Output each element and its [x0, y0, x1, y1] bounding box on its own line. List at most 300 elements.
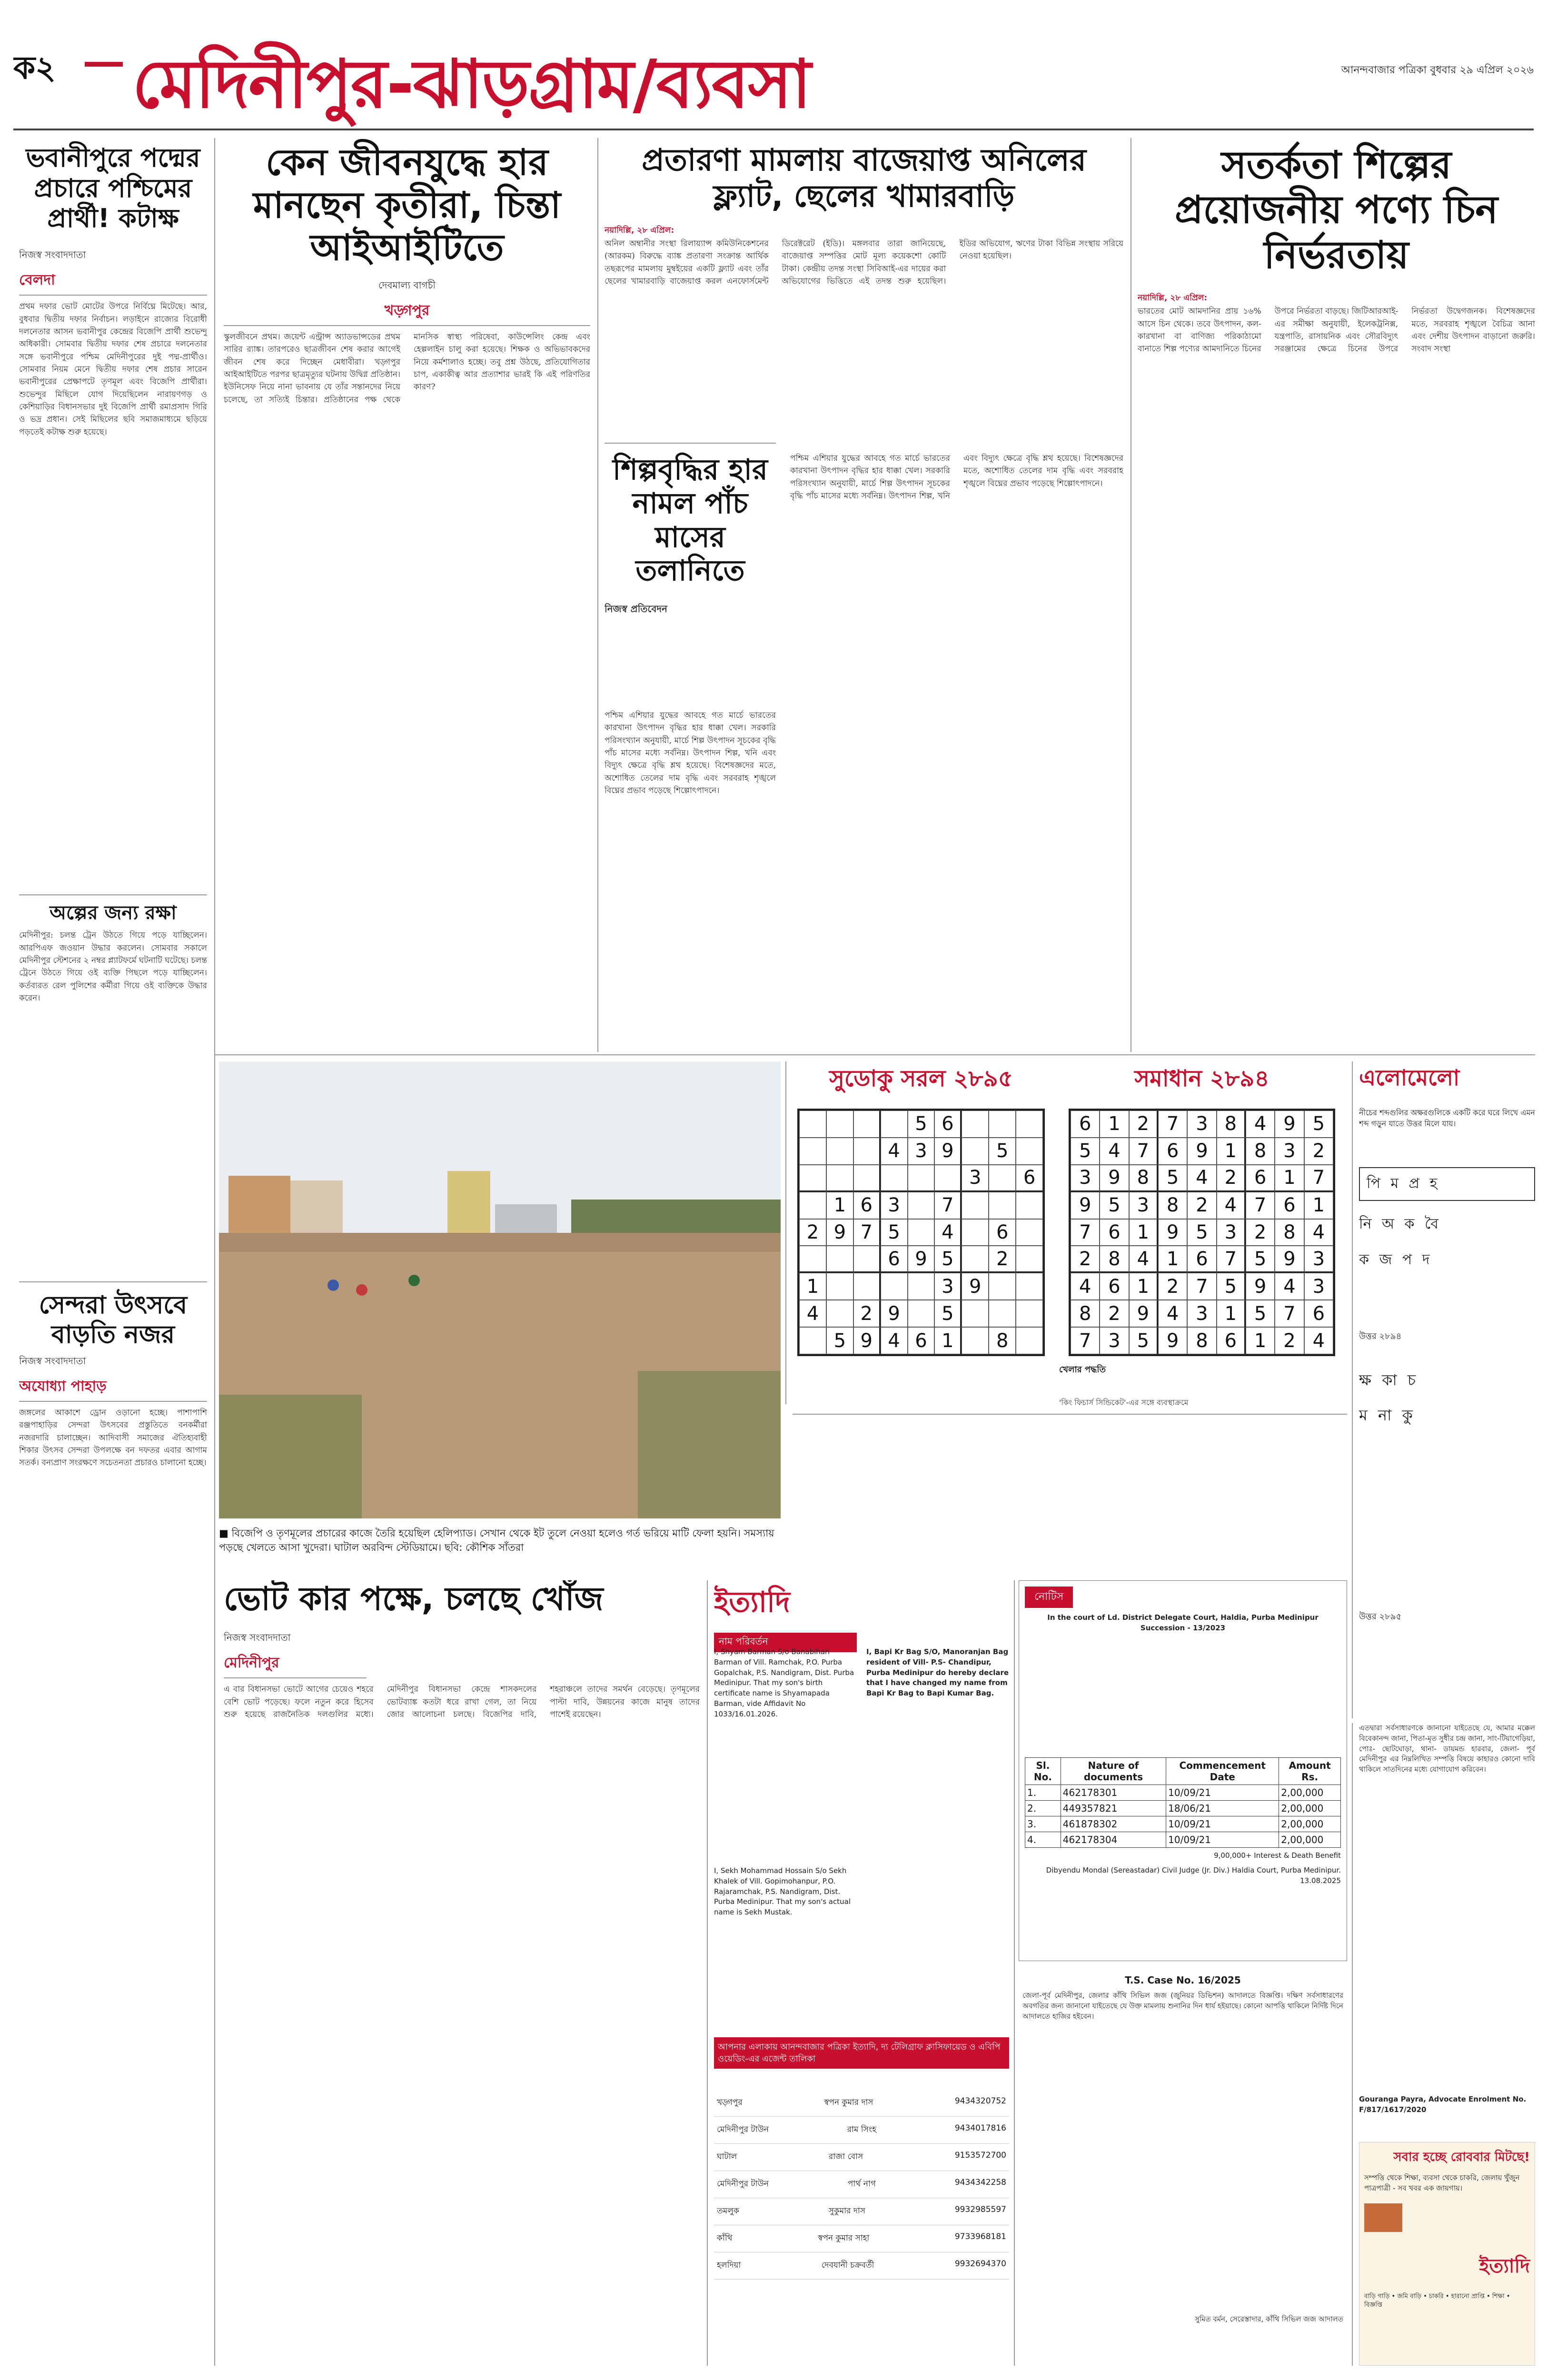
solution-cell: 1	[1304, 1192, 1333, 1219]
photo-caption: ■ বিজেপি ও তৃণমূলের প্রচারের কাজে তৈরি হয়েছিল হেলিপ্যাড। সেখান থেকে ইট তুলে নেওয়া হলেও গর্ত ভরিয়ে মাটি ফেলা হয়নি। সমস্যায় পড়ছে খেলতে আসা খুদেরা। ঘাটাল অরবিন্দ স্টেডিয়ামে। ছবি: কৌশিক সাঁতরা	[219, 1527, 774, 1554]
notice-text: জেলা-পূর্ব মেদিনীপুর, জেলার কাঁথি সিভিল জজ (জুনিয়র ডিভিশন) আদালতে বিজ্ঞপ্তি। দক্ষিণ সর্বসাধারণের অবগতির জন্য জানানো যাইতেছে যে উক্ত মামলায় শুনানির দিন ধার্য হইয়াছে। কোনো আপত্তি থাকিলে নির্দিষ্ট দিনে আদালতে হাজির হইবেন।	[1022, 1991, 1343, 2021]
solution-cell: 3	[1071, 1165, 1100, 1192]
sudoku-cell	[826, 1165, 853, 1192]
stadium-photo	[219, 1061, 781, 1518]
dateline-place: নয়াদিল্লি, ২৮ এপ্রিল:	[1138, 293, 1208, 303]
ittadi-logo: ইত্যাদি	[714, 1586, 790, 1619]
sudoku-cell: 3	[908, 1138, 935, 1165]
solution-cell: 3	[1304, 1246, 1333, 1273]
sudoku-cell	[962, 1219, 989, 1246]
sudoku-cell: 9	[881, 1300, 908, 1327]
case-number: Succession - 13/2023	[1140, 1623, 1226, 1632]
word-box: পি ম প্র হ	[1359, 1167, 1535, 1201]
solution-cell: 2	[1129, 1111, 1158, 1138]
table-cell: 3.	[1025, 1816, 1061, 1832]
table-cell: 461878302	[1061, 1816, 1166, 1832]
solution-cell: 7	[1071, 1327, 1100, 1354]
solution-cell: 8	[1217, 1111, 1246, 1138]
sudoku-cell	[962, 1246, 989, 1273]
notice-succession	[1019, 1580, 1347, 1961]
advocate-notice	[1359, 1723, 1535, 2132]
solution-cell: 3	[1304, 1273, 1333, 1300]
ad-body: সম্পত্তি থেকে শিক্ষা, ব্যবসা থেকে চাকরি, জেলায় খুঁজুন পাত্রপাত্রী - সব খবর এক জায়গায়।	[1364, 2173, 1520, 2192]
sudoku-cell: 5	[826, 1327, 853, 1354]
article-body-3: জঙ্গলের আকাশে ড্রোন ওড়ানো হচ্ছে। পাশাপাশি রঞ্জপাহাড়ির সেন্দরা উৎসবের প্রস্তুতিতে বনকর্মীরা নজরদারি চালাচ্ছেন। আদিবাসী সমাজের ঐতিহ্যবাহী শিকার উৎসব সেন্দরা উপলক্ষে বন দফতর এবার আগাম সতর্ক। বন্যপ্রাণ সংরক্ষণে সচেতনতা প্রচারও চালানো হচ্ছে।	[19, 1408, 207, 1468]
byline: দেবমাল্য বাগচী	[378, 279, 436, 291]
signatory: সুমিত বর্মন, সেরেস্তাদার, কাঁথি সিভিল জজ আদালত	[1194, 2315, 1343, 2323]
solution-cell: 2	[1100, 1300, 1129, 1327]
solution-cell: 3	[1129, 1192, 1158, 1219]
sudoku-cell	[962, 1327, 989, 1354]
article-body: অনিল অম্বানীর সংস্থা রিলায়্যান্স কমিউনিকেশনের (আরকম) বিরুদ্ধে ব্যাঙ্ক প্রতারণা সংক্রান্ত আর্থিক তছরূপের মামলায় মুম্বইয়ের একটি ফ্ল্যাট এবং তাঁর ছেলের খামারবাড়ি বাজেয়াপ্ত করল এনফোর্সমেন্ট ডিরেক্টরেট (ইডি)। মঙ্গলবার তারা জানিয়েছে, বাজেয়াপ্ত সম্পত্তির মোট মূল্য কয়েকশো কোটি টাকা। কেন্দ্রীয় তদন্ত সংস্থা সিবিআই-এর দায়ের করা অভিযোগের ভিত্তিতে এই তদন্ত শুরু হয়েছিল। ইডির অভিযোগ, ঋণের টাকা বিভিন্ন সংস্থায় সরিয়ে নেওয়া হয়েছিল।	[605, 239, 1123, 287]
column-divider	[1014, 1580, 1015, 2366]
solution-cell: 9	[1158, 1327, 1187, 1354]
solution-cell: 8	[1100, 1246, 1129, 1273]
table-row	[1025, 1832, 1341, 1847]
solution-cell: 2	[1217, 1165, 1246, 1192]
sudoku-cell: 5	[934, 1300, 962, 1327]
word-box: ম না কু	[1359, 1406, 1416, 1425]
page-number: ক২	[13, 50, 56, 86]
solution-cell: 4	[1158, 1300, 1187, 1327]
article-body-2: পশ্চিম এশিয়ার যুদ্ধের আবহে গত মার্চে ভারতের কারখানা উৎপাদন বৃদ্ধির হার ধাক্কা খেল। সরকারি পরিসংখ্যান অনুযায়ী, মার্চে শিল্প উৎপাদন সূচকের বৃদ্ধি পাঁচ মাসের মধ্যে সর্বনিম্ন। উৎপাদন শিল্প, খনি এবং বিদ্যুৎ ক্ষেত্রে বৃদ্ধি শ্লথ হয়েছে। বিশেষজ্ঞদের মতে, অশোধিত তেলের দাম বৃদ্ধি এবং সরবরাহ শৃঙ্খলে বিঘ্নের প্রভাব পড়েছে শিল্পোৎপাদনে।	[790, 454, 1123, 501]
sudoku-cell: 2	[989, 1246, 1016, 1273]
solution-cell: 1	[1217, 1300, 1246, 1327]
solution-grid	[1069, 1109, 1335, 1356]
agent-row	[714, 2225, 1009, 2252]
sudoku-cell	[1016, 1138, 1043, 1165]
child-figure	[327, 1279, 339, 1291]
solution-cell: 7	[1246, 1192, 1275, 1219]
article-body: স্কুলজীবনে প্রথম। জয়েন্ট এন্ট্রান্স অ্যাডভান্সডের প্রথম সারির র‍্যাঙ্ক। তারপরেও ছাত্রজীবন শেষ করার আগেই জীবন শেষ করে দিচ্ছেন মেধাবীরা। খড়্গপুর আইআইটিতে পরপর ছাত্রমৃত্যুর ঘটনায় উদ্বিগ্ন প্রতিষ্ঠান। ইউনিসেফ নিয়ে নানা ভাবনায় যে তাঁর সন্তানদের নিয়ে চলেছে, তা সত্যিই চিন্তার। প্রতিষ্ঠানের পক্ষ থেকে মানসিক স্বাস্থ্য পরিষেবা, কাউন্সেলিং কেন্দ্র এবং হেল্পলাইন চালু করা হয়েছে। শিক্ষক ও অভিভাবকদের নিয়ে কর্মশালাও হচ্ছে। তবু প্রশ্ন উঠছে, প্রতিযোগিতার চাপ, একাকীত্ব আর প্রত্যাশার ভারই কি এই পরিণতির কারণ?	[224, 332, 590, 405]
agent-town: ঘাটাল	[717, 2152, 737, 2162]
ad-title: সবার হচ্ছে রোববার মিটছে!	[1393, 2150, 1530, 2164]
agent-row	[714, 2144, 1009, 2171]
answer-label: উত্তর ২৮৯৫	[1359, 1612, 1402, 1622]
case-number: T.S. Case No. 16/2025	[1125, 1974, 1241, 1986]
agents-list	[714, 2090, 1009, 2280]
byline-2: নিজস্ব প্রতিবেদন	[605, 603, 667, 615]
sudoku-cell	[799, 1246, 826, 1273]
sudoku-cell	[1016, 1111, 1043, 1138]
agent-town: তমলুক	[717, 2206, 739, 2216]
solution-cell: 3	[1187, 1111, 1216, 1138]
solution-cell: 7	[1275, 1300, 1304, 1327]
solution-cell: 4	[1217, 1192, 1246, 1219]
solution-cell: 8	[1275, 1219, 1304, 1246]
agent-row	[714, 2252, 1009, 2280]
solution-cell: 6	[1187, 1246, 1216, 1273]
sudoku-cell	[962, 1138, 989, 1165]
solution-cell: 8	[1187, 1327, 1216, 1354]
sudoku-cell: 6	[853, 1192, 881, 1219]
sudoku-cell	[989, 1111, 1016, 1138]
sudoku-cell: 5	[908, 1111, 935, 1138]
table-cell: 449357821	[1061, 1800, 1166, 1816]
solution-cell: 9	[1129, 1300, 1158, 1327]
sudoku-cell	[799, 1138, 826, 1165]
sudoku-cell: 6	[989, 1219, 1016, 1246]
word-box: ক জ প দ	[1359, 1251, 1433, 1269]
solution-cell: 2	[1246, 1219, 1275, 1246]
sudoku-block	[793, 1061, 1050, 1414]
sudoku-cell: 3	[962, 1165, 989, 1192]
sudoku-cell	[826, 1300, 853, 1327]
solution-cell: 4	[1071, 1273, 1100, 1300]
solution-cell: 5	[1100, 1192, 1129, 1219]
sudoku-cell	[962, 1192, 989, 1219]
solution-cell: 5	[1158, 1165, 1187, 1192]
table-cell: 2,00,000	[1279, 1800, 1341, 1816]
table-cell: 2.	[1025, 1800, 1061, 1816]
solution-cell: 7	[1217, 1246, 1246, 1273]
solution-cell: 6	[1158, 1138, 1187, 1165]
sudoku-cell: 3	[934, 1273, 962, 1300]
sudoku-cell	[989, 1165, 1016, 1192]
building-yellow	[447, 1171, 490, 1238]
sudoku-cell	[853, 1138, 881, 1165]
solution-title: সমাধান ২৮৯৪	[1134, 1065, 1269, 1092]
ittadi-block	[714, 1580, 1009, 2366]
solution-cell: 8	[1071, 1300, 1100, 1327]
solution-cell: 5	[1246, 1246, 1275, 1273]
solution-cell: 6	[1217, 1327, 1246, 1354]
agent-row	[714, 2090, 1009, 2117]
headline-iit: কেন জীবনযুদ্ধে হার মানছেন কৃতীরা, চিন্তা আইআইটিতে	[253, 141, 561, 269]
table-row	[1025, 1816, 1341, 1832]
solution-cell: 9	[1071, 1192, 1100, 1219]
agent-phone: 9434320752	[954, 2096, 1006, 2106]
solution-cell: 9	[1275, 1111, 1304, 1138]
sudoku-cell	[826, 1273, 853, 1300]
table-cell: 2,00,000	[1279, 1785, 1341, 1800]
solution-cell: 2	[1071, 1246, 1100, 1273]
headline-narrow-escape: অল্পের জন্য রক্ষা	[19, 894, 207, 924]
article-body-2: মেদিনীপুর: চলন্ত ট্রেন উঠতে গিয়ে পড়ে যাচ্ছিলেন। আরপিএফ জওয়ান উদ্ধার করলেন। সোমবার সকালে মেদিনীপুর স্টেশনের ২ নম্বর প্ল্যাটফর্মে ঘটনাটি ঘটেছে। চলন্ত ট্রেনে উঠতে গিয়ে ওই ব্যক্তি পিছলে পড়ে যাচ্ছিলেন। কর্তব্যরত রেল পুলিশের কর্মীরা গিয়ে ওই ব্যক্তিকে উদ্ধার করেন।	[19, 931, 207, 1003]
solution-block	[1059, 1061, 1345, 1414]
agent-phone: 9932985597	[954, 2205, 1006, 2214]
solution-cell: 7	[1158, 1111, 1187, 1138]
table-header: Sl. No.	[1025, 1757, 1061, 1785]
table-cell: 2,00,000	[1279, 1816, 1341, 1832]
grass-patch-right	[638, 1371, 781, 1518]
sudoku-cell	[853, 1111, 881, 1138]
article-body: ভারতের মোট আমদানির প্রায় ১৬% আসে চিন থেকে। তবে উৎপাদন, কল-কারখানা বা বাণিজ্য পরিকাঠামো বানাতে শিল্প পণ্যের আমদানিতে চিনের উপরে নির্ভরতা বাড়ছে। জিটিআরআই-এর সমীক্ষা অনুযায়ী, ইলেকট্রনিক্স, যন্ত্রপাতি, রাসায়নিক এবং সৌরবিদ্যুৎ সরঞ্জামের ক্ষেত্রে চিনের উপরে নির্ভরতা উদ্বেগজনক। বিশেষজ্ঞদের মতে, সরবরাহ শৃঙ্খলে বৈচিত্র আনা এবং দেশীয় উৎপাদন বাড়ানো জরুরি। সংবাদ সংস্থা	[1138, 307, 1535, 354]
wall	[219, 1233, 781, 1252]
sudoku-cell	[826, 1138, 853, 1165]
agent-town: মেদিনীপুর টাউন	[717, 2179, 769, 2189]
solution-cell: 9	[1158, 1219, 1187, 1246]
sudoku-cell	[908, 1300, 935, 1327]
sudoku-cell: 9	[934, 1138, 962, 1165]
notice-text: এতদ্বারা সর্বসাধারণকে জানানো যাইতেছে যে, আমার মক্কেল বিবেকানন্দ জানা, পিতা-মৃত সুধীর চন্দ্র জানা, সাং-টিয়াগেড়িয়া, পোঃ- ছোটঘোড়া, থানা- ডায়মন্ড হারবার, জেলা- পূর্ব মেদিনীপুর এর নিম্নলিখিত সম্পত্তি বিষয়ে কাহারও কোনো দাবি থাকিলে সাতদিনের মধ্যে যোগাযোগ করিবেন।	[1359, 1724, 1535, 1774]
solution-cell: 6	[1100, 1219, 1129, 1246]
solution-cell: 5	[1217, 1273, 1246, 1300]
column-2	[224, 138, 590, 1052]
classified-entry: I, Bapi Kr Bag S/O, Manoranjan Bag resident of Vill- P.S- Chandipur, Purba Medinipur do hereby declare that I have changed my name from Bapi Kr Bag to Bapi Kumar Bag.	[866, 1647, 1009, 1697]
sudoku-cell: 5	[934, 1246, 962, 1273]
solution-cell: 6	[1100, 1273, 1129, 1300]
ad-logo: ইত্যাদি	[1479, 2255, 1530, 2277]
solution-cell: 8	[1129, 1165, 1158, 1192]
solution-cell: 7	[1071, 1219, 1100, 1246]
headline-anil: প্রতারণা মামলায় বাজেয়াপ্ত অনিলের ফ্ল্যাট, ছেলের খামারবাড়ি	[642, 143, 1086, 214]
building-mid	[290, 1180, 343, 1238]
sudoku-cell	[826, 1246, 853, 1273]
answer-label: উত্তর ২৮৯৪	[1359, 1331, 1402, 1342]
solution-cell: 6	[1275, 1192, 1304, 1219]
sudoku-cell: 4	[799, 1300, 826, 1327]
table-cell: 10/09/21	[1166, 1816, 1279, 1832]
sudoku-cell	[881, 1273, 908, 1300]
column-3	[605, 138, 1123, 1052]
sudoku-cell	[908, 1219, 935, 1246]
classified-entry: I, Sekh Mohammad Hossain S/o Sekh Khalek of Vill. Gopimohanpur, P.O. Rajaramchak, P.S. Nandigram, Dist. Purba Medinipur. That my son's actual name is Sekh Mustak.	[714, 1866, 851, 1916]
sudoku-cell	[989, 1273, 1016, 1300]
article-body: এ বার বিধানসভা ভোটে আগের চেয়েও শহরে বেশি ভোট পড়েছে। ফলে নতুন করে হিসেব শুরু হয়েছে রাজনৈতিক দলগুলির মধ্যে। মেদিনীপুর বিধানসভা কেন্দ্রে শাসকদলের ভোটব্যাঙ্ক কতটা ধরে রাখা গেল, তা নিয়ে জোর আলোচনা চলছে। বিজেপির দাবি, শহরাঞ্চলে তাদের সমর্থন বেড়েছে। তৃণমূলের পাল্টা দাবি, উন্নয়নের কাজে মানুষ তাদের পাশেই রয়েছেন।	[224, 1685, 700, 1719]
solution-cell: 9	[1187, 1138, 1216, 1165]
agent-phone: 9434342258	[954, 2178, 1006, 2187]
sudoku-cell: 1	[826, 1192, 853, 1219]
table-cell: 1.	[1025, 1785, 1061, 1800]
column-divider	[1352, 1723, 1353, 2366]
solution-cell: 4	[1100, 1138, 1129, 1165]
column-4	[1138, 138, 1535, 1052]
solution-cell: 7	[1304, 1165, 1333, 1192]
solution-cell: 3	[1275, 1138, 1304, 1165]
house-icon	[1364, 2203, 1402, 2232]
syndicate-credit: 'কিং ফিচার্স সিন্ডিকেট'-এর সঙ্গে ব্যবস্থাক্রমে	[1059, 1398, 1189, 1407]
solution-cell: 5	[1187, 1219, 1216, 1246]
solution-cell: 1	[1275, 1165, 1304, 1192]
sudoku-cell: 7	[934, 1192, 962, 1219]
table-cell: 462178301	[1061, 1785, 1166, 1800]
agent-phone: 9733968181	[954, 2232, 1006, 2241]
agent-row	[714, 2171, 1009, 2198]
solution-cell: 8	[1158, 1192, 1187, 1219]
headline-bhabanipur: ভবানীপুরে পদ্মের প্রচারে পশ্চিমের প্রার্থী! কটাক্ষ	[26, 143, 200, 234]
sudoku-cell: 6	[908, 1327, 935, 1354]
column-divider	[785, 1061, 786, 1404]
agent-name: পার্থ নাগ	[847, 2179, 876, 2189]
ittadi-ad	[1359, 2142, 1535, 2366]
sudoku-cell	[962, 1300, 989, 1327]
table-cell: 10/09/21	[1166, 1832, 1279, 1847]
masthead-bar	[85, 62, 123, 67]
table-header: Nature of documents	[1061, 1757, 1166, 1785]
table-cell: 18/06/21	[1166, 1800, 1279, 1816]
table-row	[1025, 1785, 1341, 1800]
solution-cell: 9	[1275, 1246, 1304, 1273]
section-label: নাম পরিবর্তন	[714, 1633, 857, 1652]
solution-cell: 5	[1246, 1300, 1275, 1327]
solution-cell: 8	[1246, 1138, 1275, 1165]
sudoku-cell: 5	[989, 1138, 1016, 1165]
solution-cell: 2	[1304, 1138, 1333, 1165]
solution-cell: 1	[1100, 1111, 1129, 1138]
word-box: ক্ষ কা চ	[1359, 1371, 1419, 1389]
agent-name: সুকুমার দাস	[828, 2206, 865, 2216]
sudoku-cell	[799, 1192, 826, 1219]
section-rule	[214, 1054, 1535, 1055]
sudoku-cell	[1016, 1219, 1043, 1246]
sudoku-grid	[797, 1109, 1045, 1356]
solution-cell: 4	[1187, 1165, 1216, 1192]
headline-vote: ভোট কার পক্ষে, চলছে খোঁজ	[224, 1580, 604, 1618]
notice-title: নোটিস	[1025, 1587, 1073, 1608]
dateline-place: খড়্গপুর	[224, 299, 590, 326]
sudoku-cell	[962, 1111, 989, 1138]
table-row	[1025, 1800, 1341, 1816]
sudoku-cell	[908, 1192, 935, 1219]
sudoku-cell: 9	[826, 1219, 853, 1246]
sudoku-cell	[1016, 1246, 1043, 1273]
masthead	[13, 33, 1534, 148]
sudoku-cell: 6	[934, 1111, 962, 1138]
sudoku-cell: 9	[853, 1327, 881, 1354]
masthead-rule	[13, 129, 1534, 130]
column-divider	[1130, 138, 1131, 1052]
section-title: মেদিনীপুর-ঝাড়গ্রাম/ব্যবসা	[132, 46, 811, 123]
sudoku-title: সুডোকু সরল ২৮৯৫	[829, 1065, 1013, 1092]
article-body: প্রথম দফার ভোট মোটের উপরে নির্বিঘ্নে মিটেছে। আর, বুধবার দ্বিতীয় দফার নির্বাচন। লড়াইনে রাজ্যের বিরোধী দলনেতার আসন ভবানীপুর কেন্দ্রের বিজেপি প্রার্থী শুভেন্দু অধিকারী। সোমবার দ্বিতীয় দফার শেষ প্রচারে দলনেতার সঙ্গে ভবানীপুরে পশ্চিম মেদিনীপুরের দুই পদ্ম-প্রার্থীও। সোমবার নিয়ম মেনে দ্বিতীয় দফার শেষ প্রচার সারেন ভবানীপুরের প্রেক্ষাপটে তৃণমূল এবং বিজেপি প্রার্থীরা। শুভেন্দুর মিছিলে যোগ দিয়েছিলেন নারায়ণগড় ও কেশিয়াড়ির বিধানসভার দুই বিজেপি প্রার্থী রমাপ্রসাদ গিরি ও ভদ্র প্রধান। সেই মিছিলের ছবি সমাজমাধ্যমে ছড়িয়ে পড়তেই কটাক্ষ শুরু হয়েছে।	[19, 302, 207, 437]
table-cell: 462178304	[1061, 1832, 1166, 1847]
signatory: Dibyendu Mondal (Sereastadar) Civil Judge (Jr. Div.) Haldia Court, Purba Medinipur. 13.08.2025	[1046, 1866, 1341, 1885]
sudoku-cell	[799, 1165, 826, 1192]
table-cell: 2,00,000	[1279, 1832, 1341, 1847]
solution-cell: 3	[1217, 1219, 1246, 1246]
solution-cell: 2	[1158, 1273, 1187, 1300]
table-cell: 10/09/21	[1166, 1785, 1279, 1800]
solution-cell: 5	[1129, 1327, 1158, 1354]
agent-phone: 9153572700	[954, 2151, 1006, 2160]
sudoku-cell: 9	[908, 1246, 935, 1273]
elomelo-intro: নীচের শব্দগুলির অক্ষরগুলিকে একটি করে ঘরে লিখে এমন শব্দ গড়ুন যাতে উত্তর মিলে যায়।	[1359, 1108, 1535, 1129]
solution-cell: 4	[1304, 1219, 1333, 1246]
dateline-place: মেদিনীপুর	[224, 1651, 367, 1678]
notice-court-case	[1019, 1971, 1347, 2366]
sudoku-cell	[1016, 1327, 1043, 1354]
solution-cell: 2	[1275, 1327, 1304, 1354]
elomelo-title: এলোমেলো	[1359, 1065, 1460, 1091]
solution-cell: 3	[1187, 1300, 1216, 1327]
grass-patch	[219, 1395, 362, 1518]
byline: নিজস্ব সংবাদদাতা	[224, 1632, 291, 1644]
agent-town: হলদিয়া	[717, 2261, 741, 2270]
solution-cell: 6	[1071, 1111, 1100, 1138]
table-cell: 4.	[1025, 1832, 1061, 1847]
solution-cell: 7	[1129, 1138, 1158, 1165]
sudoku-cell: 4	[881, 1138, 908, 1165]
solution-cell: 1	[1217, 1138, 1246, 1165]
sudoku-cell	[799, 1327, 826, 1354]
sudoku-cell: 8	[989, 1327, 1016, 1354]
solution-cell: 4	[1275, 1273, 1304, 1300]
dateline-place-3: অযোধ্যা পাহাড়	[19, 1375, 207, 1402]
agent-row	[714, 2117, 1009, 2144]
agents-title: আপনার এলাকায় আনন্দবাজার পত্রিকা ইত্যাদি, দ্য টেলিগ্রাফ ক্লাসিফায়েড ও এবিপি ওয়েডিং-এর এজেন্ট তালিকা	[714, 2037, 1009, 2069]
sudoku-cell	[881, 1111, 908, 1138]
vote-article	[224, 1580, 700, 2366]
signatory: Gouranga Payra, Advocate Enrolment No. F/817/1617/2020	[1359, 2095, 1527, 2114]
solution-cell: 5	[1304, 1111, 1333, 1138]
agent-name: স্বপন কুমার দাস	[823, 2098, 873, 2107]
agent-row	[714, 2198, 1009, 2225]
solution-cell: 3	[1100, 1327, 1129, 1354]
agent-phone: 9932694370	[954, 2259, 1006, 2269]
ad-footer: বাড়ি গাড়ি • জমি বাড়ি • চাকরি • হারানো প্রাপ্তি • শিক্ষা • বিজ্ঞপ্তি	[1364, 2292, 1510, 2309]
solution-cell: 9	[1100, 1165, 1129, 1192]
sudoku-cell: 6	[881, 1246, 908, 1273]
photo-block	[219, 1061, 781, 1576]
solution-cell: 6	[1246, 1165, 1275, 1192]
headline-sendra: সেন্দরা উৎসবে বাড়তি নজর	[19, 1281, 207, 1349]
sudoku-cell	[908, 1273, 935, 1300]
table-header: Commencement Date	[1166, 1757, 1279, 1785]
dateline-place: বেলদা	[19, 268, 207, 296]
solution-cell: 6	[1304, 1300, 1333, 1327]
sudoku-cell: 2	[853, 1300, 881, 1327]
byline: নিজস্ব সংবাদদাতা	[19, 249, 86, 261]
rules-title: খেলার পদ্ধতি	[1059, 1365, 1106, 1375]
child-figure	[356, 1284, 367, 1296]
table-header: Amount Rs.	[1279, 1757, 1341, 1785]
solution-cell: 7	[1187, 1273, 1216, 1300]
sudoku-cell: 6	[1016, 1165, 1043, 1192]
sudoku-cell	[989, 1300, 1016, 1327]
child-figure	[408, 1275, 420, 1286]
sudoku-cell	[799, 1111, 826, 1138]
solution-cell: 1	[1158, 1246, 1187, 1273]
sudoku-cell: 9	[962, 1273, 989, 1300]
sudoku-cell	[908, 1165, 935, 1192]
column-divider	[1352, 1061, 1353, 1718]
byline-3: নিজস্ব সংবাদদাতা	[19, 1355, 86, 1367]
article-body-2-lower: পশ্চিম এশিয়ার যুদ্ধের আবহে গত মার্চে ভারতের কারখানা উৎপাদন বৃদ্ধির হার ধাক্কা খেল। সরকারি পরিসংখ্যান অনুযায়ী, মার্চে শিল্প উৎপাদন সূচকের বৃদ্ধি পাঁচ মাসের মধ্যে সর্বনিম্ন। উৎপাদন শিল্প, খনি এবং বিদ্যুৎ ক্ষেত্রে বৃদ্ধি শ্লথ হয়েছে। বিশেষজ্ঞদের মতে, অশোধিত তেলের দাম বৃদ্ধি এবং সরবরাহ শৃঙ্খলে বিঘ্নের প্রভাব পড়েছে শিল্পোৎপাদনে।	[605, 711, 776, 796]
sudoku-cell	[853, 1246, 881, 1273]
solution-cell: 4	[1304, 1327, 1333, 1354]
sudoku-cell	[853, 1165, 881, 1192]
sudoku-cell: 5	[881, 1219, 908, 1246]
solution-cell: 4	[1246, 1111, 1275, 1138]
solution-cell: 9	[1246, 1273, 1275, 1300]
elomelo-block	[1359, 1061, 1535, 1718]
sudoku-cell: 4	[881, 1327, 908, 1354]
agent-town: মেদিনীপুর টাউন	[717, 2125, 769, 2134]
column-divider	[597, 138, 598, 1052]
agent-name: রাম সিংহ	[847, 2125, 877, 2134]
solution-cell: 1	[1129, 1273, 1158, 1300]
agent-name: স্বপন কুমার সাহা	[818, 2233, 870, 2243]
policy-table	[1025, 1757, 1341, 1848]
solution-cell: 1	[1129, 1219, 1158, 1246]
sudoku-cell: 7	[853, 1219, 881, 1246]
sudoku-cell	[934, 1165, 962, 1192]
section-rule	[793, 1414, 1347, 1415]
solution-cell: 5	[1071, 1138, 1100, 1165]
court-name: In the court of Ld. District Delegate Court, Haldia, Purba Medinipur	[1047, 1613, 1319, 1622]
sudoku-cell	[853, 1273, 881, 1300]
agent-name: দেবযানী চক্রবর্তী	[821, 2261, 874, 2270]
sudoku-cell	[826, 1111, 853, 1138]
sudoku-cell: 3	[881, 1192, 908, 1219]
headline-industry: শিল্পবৃদ্ধির হার নামল পাঁচ মাসের তলানিতে	[613, 453, 768, 588]
sudoku-cell	[989, 1192, 1016, 1219]
sudoku-cell	[1016, 1300, 1043, 1327]
agent-name: রাজা বোস	[828, 2152, 863, 2162]
total-amount: 9,00,000+ Interest & Death Benefit	[1214, 1851, 1341, 1860]
agent-phone: 9434017816	[954, 2123, 1006, 2133]
